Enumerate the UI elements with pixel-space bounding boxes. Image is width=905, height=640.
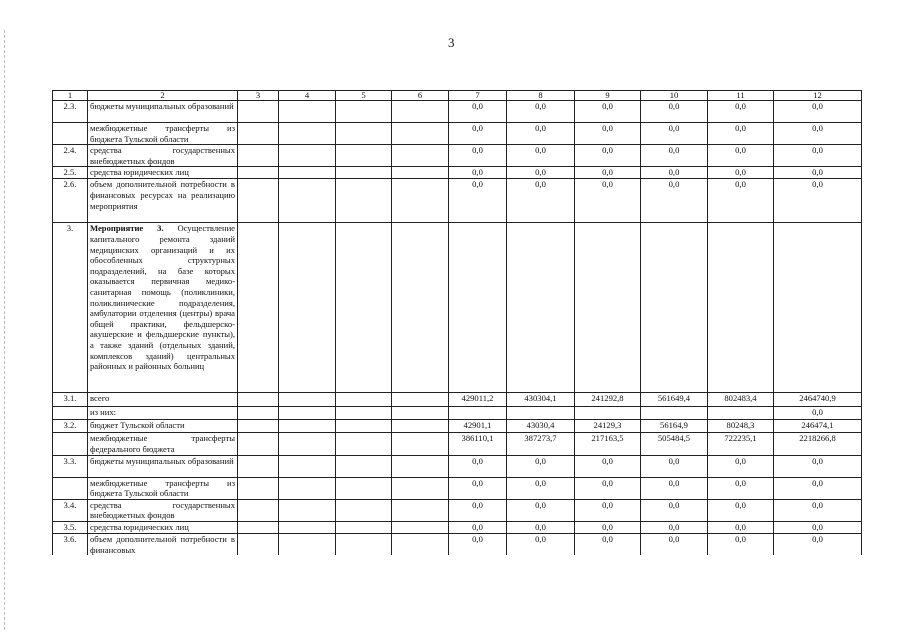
value-cell: 0,0 xyxy=(774,533,862,555)
row-description-cell xyxy=(88,533,238,555)
row-number-cell: 3. xyxy=(53,223,88,393)
header-cell: 4 xyxy=(279,91,336,101)
row-description-cell xyxy=(88,477,238,499)
value-cell: 387273,7 xyxy=(507,433,575,455)
value-cell: 246474,1 xyxy=(774,420,862,433)
value-cell: 0,0 xyxy=(708,167,774,179)
row-description-text: Осуществление капитального ремонта зданий медицинских организаций и их обособленных структурных подразделений, на базе которых оказывается первичная медико-санитарная помощь (поликлиники, поликлинические подразделения, амбулатории отделения (центры) врача общей практики, фельдшерско-акушерские и фельдшерские пункты), а также зданий (отдельных зданий, комплексов зданий) центральных районных и районных больниц xyxy=(90,223,235,372)
value-cell: 241292,8 xyxy=(575,393,641,407)
row-number-cell xyxy=(53,407,88,420)
value-cell xyxy=(238,145,279,167)
value-cell: 0,0 xyxy=(708,179,774,223)
value-cell xyxy=(575,223,641,393)
value-cell: 0,0 xyxy=(507,521,575,533)
value-cell xyxy=(336,145,392,167)
value-cell xyxy=(507,223,575,393)
row-description-cell xyxy=(88,420,238,433)
value-cell: 0,0 xyxy=(575,499,641,521)
row-description-bold-prefix: Мероприятие 3. xyxy=(90,223,164,234)
header-cell: 11 xyxy=(708,91,774,101)
value-cell: 0,0 xyxy=(449,145,507,167)
value-cell: 0,0 xyxy=(708,455,774,477)
row-description-text: бюджет Тульской области xyxy=(90,420,185,431)
value-cell xyxy=(279,393,336,407)
value-cell xyxy=(392,101,449,123)
value-cell: 0,0 xyxy=(641,123,708,145)
budget-table xyxy=(52,90,862,555)
value-cell: 0,0 xyxy=(774,167,862,179)
value-cell: 0,0 xyxy=(575,533,641,555)
value-cell: 0,0 xyxy=(641,477,708,499)
value-cell xyxy=(279,145,336,167)
value-cell xyxy=(392,521,449,533)
table-row xyxy=(53,499,862,521)
value-cell xyxy=(238,223,279,393)
value-cell xyxy=(336,521,392,533)
value-cell xyxy=(279,179,336,223)
header-cell: 1 xyxy=(53,91,88,101)
header-cell: 2 xyxy=(88,91,238,101)
value-cell: 0,0 xyxy=(774,455,862,477)
value-cell xyxy=(238,521,279,533)
value-cell xyxy=(392,533,449,555)
value-cell: 0,0 xyxy=(708,521,774,533)
row-number-cell: 3.1. xyxy=(53,393,88,407)
value-cell xyxy=(336,223,392,393)
value-cell xyxy=(392,407,449,420)
row-description-cell xyxy=(88,167,238,179)
value-cell: 0,0 xyxy=(774,407,862,420)
value-cell: 802483,4 xyxy=(708,393,774,407)
row-description-text: средства юридических лиц xyxy=(90,521,189,532)
table-row xyxy=(53,167,862,179)
value-cell: 80248,3 xyxy=(708,420,774,433)
row-description-text: бюджеты муниципальных образований xyxy=(90,101,234,111)
value-cell: 0,0 xyxy=(641,455,708,477)
value-cell: 0,0 xyxy=(575,521,641,533)
value-cell: 0,0 xyxy=(449,167,507,179)
value-cell xyxy=(238,433,279,455)
value-cell xyxy=(392,420,449,433)
value-cell xyxy=(279,521,336,533)
value-cell xyxy=(279,101,336,123)
row-description-cell xyxy=(88,407,238,420)
value-cell: 0,0 xyxy=(641,499,708,521)
row-description-cell xyxy=(88,145,238,167)
row-description-text: объем дополнительной потребности в финансовых ресурсах на реализацию мероприятия xyxy=(90,179,235,211)
row-number-cell: 2.5. xyxy=(53,167,88,179)
value-cell: 0,0 xyxy=(575,145,641,167)
row-description-text: межбюджетные трансферты из бюджета Тульской области xyxy=(90,477,235,499)
value-cell: 43030,4 xyxy=(507,420,575,433)
value-cell xyxy=(279,477,336,499)
value-cell: 0,0 xyxy=(507,455,575,477)
value-cell: 0,0 xyxy=(449,521,507,533)
value-cell xyxy=(392,145,449,167)
value-cell: 0,0 xyxy=(449,499,507,521)
value-cell xyxy=(279,167,336,179)
value-cell xyxy=(238,167,279,179)
value-cell xyxy=(392,477,449,499)
value-cell: 0,0 xyxy=(774,145,862,167)
row-description-text: объем дополнительной потребности в финансовых xyxy=(90,533,235,555)
value-cell: 0,0 xyxy=(507,477,575,499)
value-cell: 0,0 xyxy=(507,101,575,123)
value-cell xyxy=(238,393,279,407)
value-cell: 0,0 xyxy=(507,499,575,521)
table-row xyxy=(53,393,862,407)
value-cell xyxy=(392,393,449,407)
value-cell xyxy=(392,123,449,145)
row-number-cell: 2.3. xyxy=(53,101,88,123)
value-cell xyxy=(336,420,392,433)
row-description-text: межбюджетные трансферты федерального бюджета xyxy=(90,433,235,454)
value-cell: 0,0 xyxy=(575,455,641,477)
value-cell xyxy=(238,101,279,123)
value-cell xyxy=(279,407,336,420)
row-description-cell xyxy=(88,101,238,123)
value-cell: 561649,4 xyxy=(641,393,708,407)
value-cell: 0,0 xyxy=(708,533,774,555)
value-cell xyxy=(238,420,279,433)
value-cell: 0,0 xyxy=(708,123,774,145)
row-description-cell xyxy=(88,223,238,393)
value-cell xyxy=(336,407,392,420)
value-cell xyxy=(279,433,336,455)
value-cell: 0,0 xyxy=(507,179,575,223)
table-row xyxy=(53,521,862,533)
value-cell xyxy=(708,407,774,420)
value-cell: 430304,1 xyxy=(507,393,575,407)
header-cell: 7 xyxy=(449,91,507,101)
row-number-cell xyxy=(53,433,88,455)
value-cell xyxy=(336,179,392,223)
value-cell xyxy=(336,477,392,499)
value-cell: 386110,1 xyxy=(449,433,507,455)
value-cell: 0,0 xyxy=(449,455,507,477)
table-row xyxy=(53,145,862,167)
value-cell xyxy=(336,499,392,521)
value-cell: 0,0 xyxy=(507,533,575,555)
table-row xyxy=(53,101,862,123)
header-cell: 3 xyxy=(238,91,279,101)
value-cell xyxy=(774,223,862,393)
value-cell xyxy=(336,101,392,123)
value-cell xyxy=(336,433,392,455)
value-cell: 0,0 xyxy=(449,101,507,123)
row-number-cell xyxy=(53,477,88,499)
value-cell: 0,0 xyxy=(774,477,862,499)
row-description-text: из них: xyxy=(90,407,117,418)
table-row xyxy=(53,420,862,433)
value-cell: 0,0 xyxy=(507,123,575,145)
value-cell xyxy=(449,407,507,420)
value-cell: 217163,5 xyxy=(575,433,641,455)
value-cell: 0,0 xyxy=(641,179,708,223)
value-cell xyxy=(238,499,279,521)
row-description-cell xyxy=(88,455,238,477)
value-cell xyxy=(449,223,507,393)
value-cell xyxy=(279,223,336,393)
value-cell xyxy=(238,407,279,420)
row-description-cell xyxy=(88,433,238,455)
value-cell xyxy=(641,223,708,393)
value-cell xyxy=(238,455,279,477)
value-cell: 0,0 xyxy=(641,167,708,179)
header-cell: 10 xyxy=(641,91,708,101)
value-cell xyxy=(238,123,279,145)
value-cell xyxy=(392,433,449,455)
value-cell: 0,0 xyxy=(449,477,507,499)
value-cell: 0,0 xyxy=(708,101,774,123)
row-description-text: средства государственных внебюджетных фондов xyxy=(90,499,235,521)
row-number-cell: 2.4. xyxy=(53,145,88,167)
value-cell: 0,0 xyxy=(449,533,507,555)
value-cell: 0,0 xyxy=(449,123,507,145)
value-cell: 0,0 xyxy=(507,145,575,167)
value-cell xyxy=(708,223,774,393)
value-cell: 0,0 xyxy=(774,123,862,145)
row-description-cell xyxy=(88,521,238,533)
value-cell: 0,0 xyxy=(507,167,575,179)
value-cell xyxy=(336,123,392,145)
table-row xyxy=(53,433,862,455)
value-cell: 0,0 xyxy=(641,101,708,123)
row-description-text: межбюджетные трансферты из бюджета Тульской области xyxy=(90,123,235,144)
row-description-text: средства государственных внебюджетных фондов xyxy=(90,145,235,166)
value-cell: 0,0 xyxy=(575,123,641,145)
value-cell xyxy=(279,420,336,433)
value-cell xyxy=(279,499,336,521)
value-cell: 2218266,8 xyxy=(774,433,862,455)
row-description-text: всего xyxy=(90,393,110,404)
value-cell: 0,0 xyxy=(575,167,641,179)
table-header-row xyxy=(53,91,862,101)
value-cell: 0,0 xyxy=(641,521,708,533)
row-description-cell xyxy=(88,393,238,407)
row-number-cell: 3.6. xyxy=(53,533,88,555)
row-description-cell xyxy=(88,123,238,145)
value-cell xyxy=(641,407,708,420)
row-number-cell: 3.5. xyxy=(53,521,88,533)
page-number: 3 xyxy=(448,35,455,50)
value-cell xyxy=(238,533,279,555)
value-cell: 505484,5 xyxy=(641,433,708,455)
row-number-cell: 3.4. xyxy=(53,499,88,521)
value-cell xyxy=(279,533,336,555)
value-cell: 0,0 xyxy=(708,499,774,521)
row-description-text: бюджеты муниципальных образований xyxy=(90,455,234,466)
value-cell: 429011,2 xyxy=(449,393,507,407)
header-cell: 6 xyxy=(392,91,449,101)
value-cell: 0,0 xyxy=(708,145,774,167)
value-cell xyxy=(336,393,392,407)
table-row xyxy=(53,179,862,223)
value-cell: 0,0 xyxy=(774,499,862,521)
value-cell xyxy=(507,407,575,420)
table-row xyxy=(53,407,862,420)
value-cell: 0,0 xyxy=(774,101,862,123)
value-cell xyxy=(238,477,279,499)
value-cell: 0,0 xyxy=(641,533,708,555)
value-cell: 0,0 xyxy=(774,179,862,223)
value-cell: 0,0 xyxy=(449,179,507,223)
value-cell xyxy=(392,455,449,477)
value-cell xyxy=(575,407,641,420)
table-row xyxy=(53,477,862,499)
value-cell: 0,0 xyxy=(575,101,641,123)
value-cell xyxy=(392,223,449,393)
header-cell: 9 xyxy=(575,91,641,101)
row-number-cell: 3.2. xyxy=(53,420,88,433)
row-description-cell xyxy=(88,499,238,521)
table-row xyxy=(53,123,862,145)
value-cell: 0,0 xyxy=(708,477,774,499)
row-number-cell: 3.3. xyxy=(53,455,88,477)
value-cell xyxy=(279,123,336,145)
header-cell: 5 xyxy=(336,91,392,101)
row-description-cell xyxy=(88,179,238,223)
row-description-text: средства юридических лиц xyxy=(90,167,189,178)
header-cell: 8 xyxy=(507,91,575,101)
table-row xyxy=(53,533,862,555)
value-cell xyxy=(336,167,392,179)
value-cell xyxy=(336,455,392,477)
value-cell xyxy=(392,179,449,223)
row-number-cell xyxy=(53,123,88,145)
value-cell: 0,0 xyxy=(774,521,862,533)
value-cell: 0,0 xyxy=(641,145,708,167)
table-row xyxy=(53,223,862,393)
left-margin-marks xyxy=(4,30,7,630)
value-cell: 0,0 xyxy=(575,179,641,223)
header-cell: 12 xyxy=(774,91,862,101)
value-cell xyxy=(392,167,449,179)
value-cell: 722235,1 xyxy=(708,433,774,455)
table-row xyxy=(53,455,862,477)
value-cell xyxy=(336,533,392,555)
value-cell xyxy=(279,455,336,477)
value-cell xyxy=(238,179,279,223)
value-cell: 24129,3 xyxy=(575,420,641,433)
value-cell: 0,0 xyxy=(575,477,641,499)
value-cell xyxy=(392,499,449,521)
row-number-cell: 2.6. xyxy=(53,179,88,223)
value-cell: 42901,1 xyxy=(449,420,507,433)
value-cell: 56164,9 xyxy=(641,420,708,433)
value-cell: 2464740,9 xyxy=(774,393,862,407)
